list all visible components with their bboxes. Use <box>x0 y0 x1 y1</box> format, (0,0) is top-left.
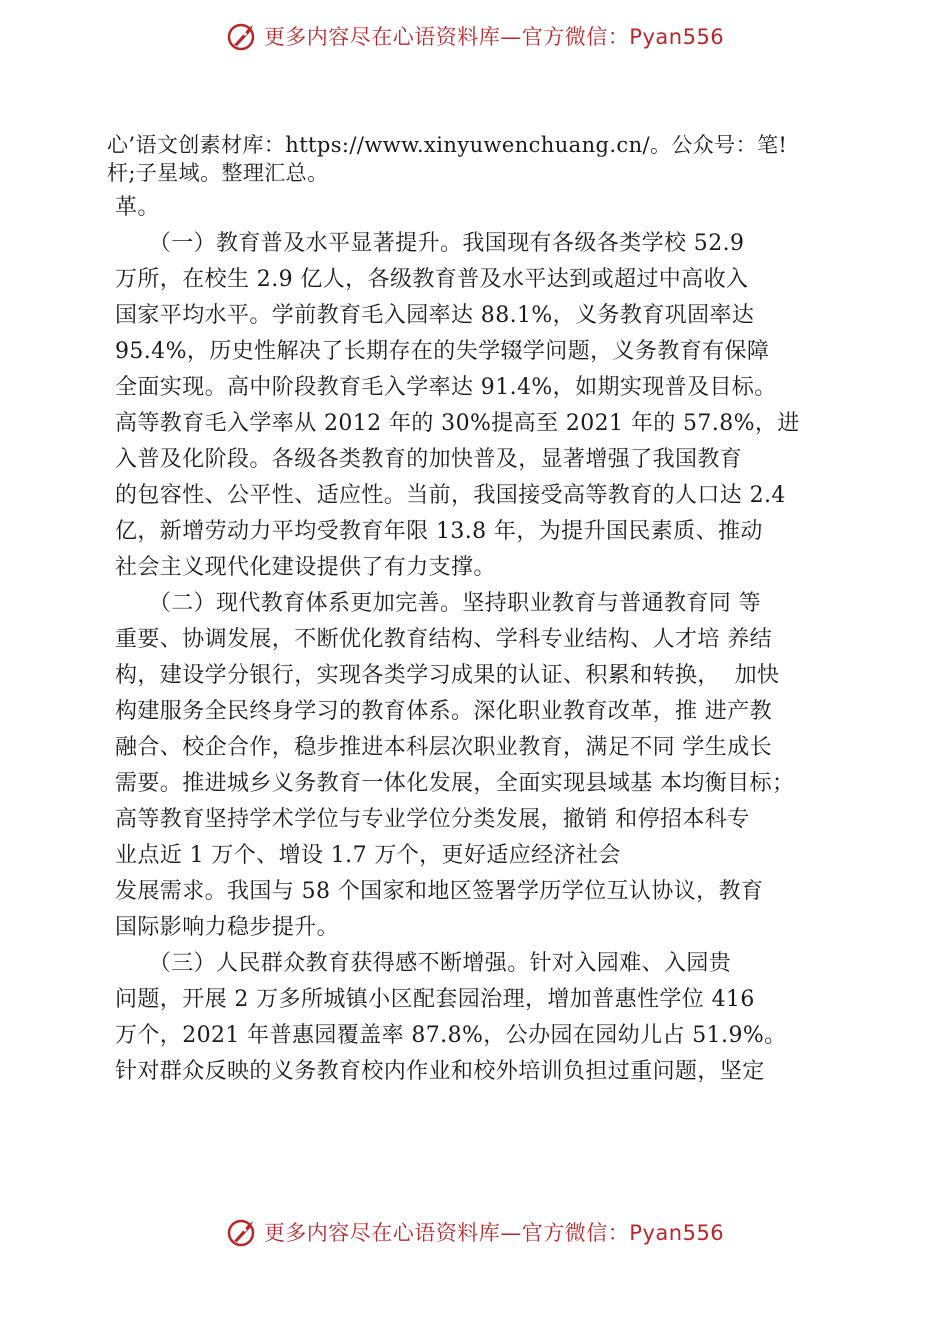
watermark-banner-top <box>0 16 950 56</box>
text-line: （二）现代教育体系更加完善。坚持职业教育与普通教育同 等 <box>115 591 761 616</box>
text-line: 高等教育坚持学术学位与专业学位分类发展，撤销 和停招本科专 <box>115 807 750 832</box>
text-line: （一）教育普及水平显著提升。我国现有各级各类学校 52.9 <box>115 231 745 256</box>
text-line: 业点近 1 万个、增设 1.7 万个，更好适应经济社会 <box>115 843 621 868</box>
text-line: 构建服务全民终身学习的教育体系。深化职业教育改革，推 进产教 <box>115 699 772 724</box>
text-line: 发展需求。我国与 58 个国家和地区签署学历学位互认协议，教育 <box>115 879 764 904</box>
text-line: 高等教育毛入学率从 2012 年的 30%提高至 2021 年的 57.8%，进 <box>115 411 800 436</box>
text-line: 针对群众反映的义务教育校内作业和校外培训负担过重问题，坚定 <box>115 1059 765 1084</box>
text-line: 的包容性、公平性、适应性。当前，我国接受高等教育的人口达 2.4 <box>115 483 786 508</box>
text-line: 万所，在校生 2.9 亿人，各级教育普及水平达到或超过中高收入 <box>115 267 749 292</box>
text-line: 入普及化阶段。各级各类教育的加快普及，显著增强了我国教育 <box>115 447 743 472</box>
text-line: 95.4%，历史性解决了长期存在的失学辍学问题，义务教育有保障 <box>115 339 770 364</box>
text-line: 国际影响力稳步提升。 <box>115 915 340 940</box>
source-note-line-1: 心’语文创素材库：https://www.xinyuwenchuang.cn/。公众号：笔! <box>107 133 788 157</box>
text-line: 需要。推进城乡义务教育一体化发展，全面实现县域基 本均衡目标； <box>115 771 795 796</box>
text-line: 问题，开展 2 万多所城镇小区配套园治理，增加普惠性学位 416 <box>115 987 755 1012</box>
watermark-text: 更多内容尽在心语资料库—官方微信：Pyan556 <box>263 25 725 49</box>
text-line: 融合、校企合作，稳步推进本科层次职业教育，满足不同 学生成长 <box>115 735 772 760</box>
text-line: 革。 <box>115 195 160 220</box>
text-line: 社会主义现代化建设提供了有力支撑。 <box>115 555 496 580</box>
watermark-text: 更多内容尽在心语资料库—官方微信：Pyan556 <box>263 1221 725 1245</box>
pen-nib-icon <box>226 1215 260 1249</box>
text-line: 构，建设学分银行，实现各类学习成果的认证、积累和转换， 加快 <box>115 663 780 688</box>
text-line: （三）人民群众教育获得感不断增强。针对入园难、入园贵 <box>115 951 732 976</box>
watermark-banner-bottom <box>0 1212 950 1252</box>
text-line: 全面实现。高中阶段教育毛入学率达 91.4%，如期实现普及目标。 <box>115 375 777 400</box>
text-line: 亿，新增劳动力平均受教育年限 13.8 年，为提升国民素质、推动 <box>115 519 763 544</box>
source-note-line-2: 杆;子星域。整理汇总。 <box>107 161 329 185</box>
pen-nib-icon <box>226 19 260 53</box>
text-line: 重要、协调发展，不断优化教育结构、学科专业结构、人才培 养结 <box>115 627 772 652</box>
text-line: 万个，2021 年普惠园覆盖率 87.8%，公办园在园幼儿占 51.9%。 <box>115 1023 787 1048</box>
text-line: 国家平均水平。学前教育毛入园率达 88.1%，义务教育巩固率达 <box>115 303 755 328</box>
